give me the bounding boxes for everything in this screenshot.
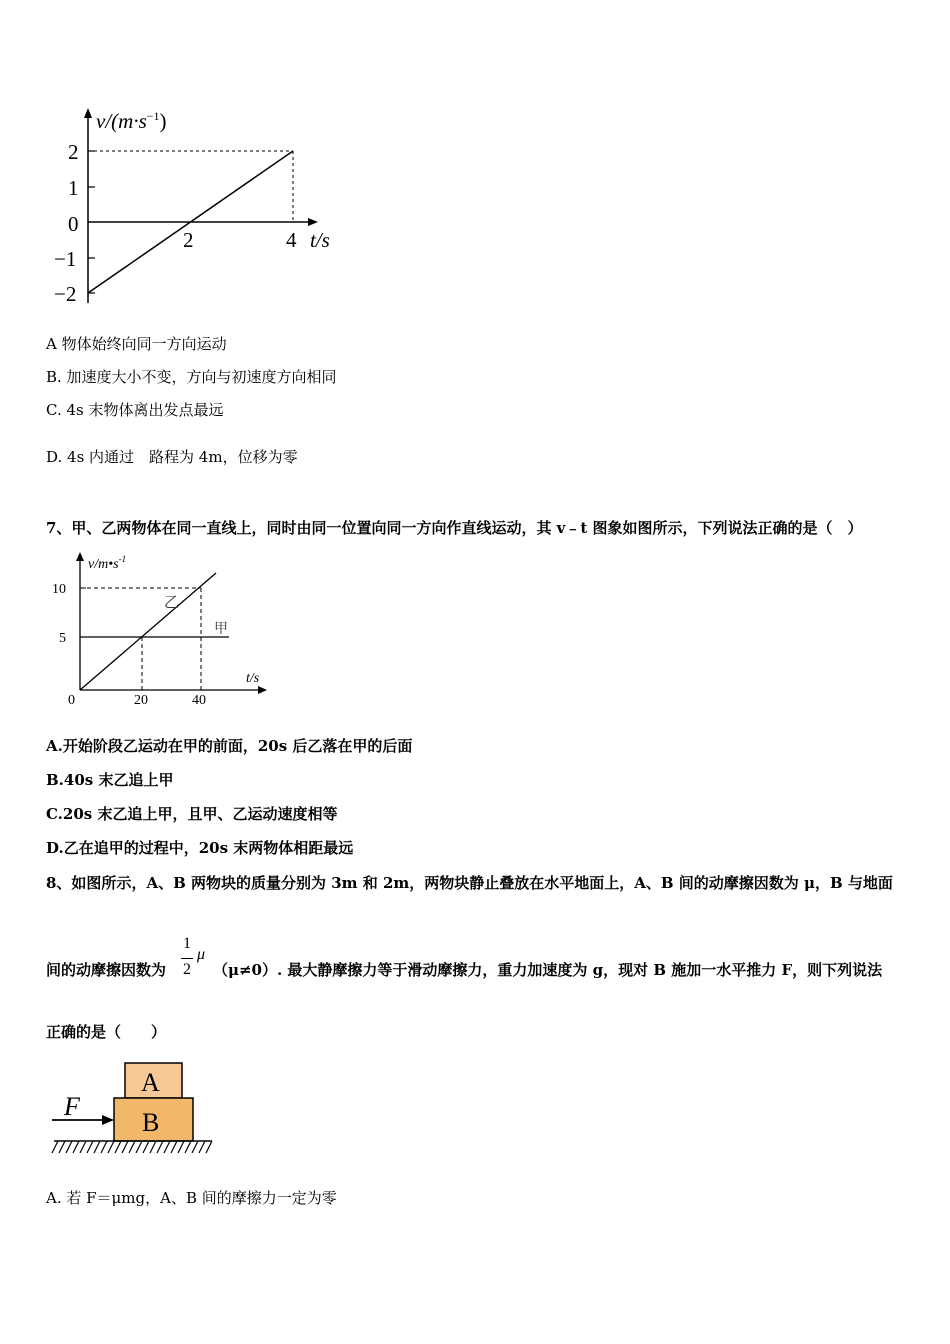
q8-stem-line1: 8、如图所示，A、B 两物块的质量分别为 3m 和 2m，两物块静止叠放在水平地面上，A、B 间的动摩擦因数为 μ，B 与地面 (46, 874, 893, 892)
graph2-label-yi: 乙 (164, 595, 180, 611)
graph1-ylabel: $v/(m\cdot s^{-1})$ (96, 109, 167, 133)
graph2-x-arrow (258, 686, 267, 694)
q8-option-a: A. 若 F＝μmg，A、B 间的摩擦力一定为零 (46, 1189, 337, 1207)
q6-option-a: A 物体始终向同一方向运动 (46, 335, 227, 353)
q8-fraction-numerator: 1 (183, 935, 191, 952)
graph2-xlabel: t/s (246, 671, 260, 686)
graph1-xtick-label-2: 2 (183, 228, 194, 252)
graph2-xtick-label-20: 20 (134, 693, 148, 708)
graph1-xtick-label-4: 4 (286, 228, 297, 252)
graph2-label-jia: 甲 (214, 622, 228, 637)
graph2-xtick-label-0: 0 (68, 693, 75, 708)
graph1-ytick-label-1: 1 (68, 176, 79, 200)
graph2-line-yi (80, 573, 216, 690)
graph1-vt-chart (40, 100, 350, 315)
graph2-y-arrow (76, 552, 84, 561)
q8-fraction-bar (181, 958, 193, 959)
graph2-ytick-label-5: 5 (59, 631, 66, 646)
graph2-xtick-label-40: 40 (192, 693, 206, 708)
graph2-vt-chart (44, 550, 284, 710)
q8-fraction-denominator: 2 (183, 961, 191, 978)
force-arrow-head (102, 1115, 114, 1125)
q8-stem-line2-post: （μ≠0）. 最大静摩擦力等于滑动摩擦力，重力加速度为 g，现对 B 施加一水平推力 F，则下列说法 (213, 961, 883, 979)
graph1-ytick-label-m2: −2 (54, 282, 77, 306)
block-a-label: A (141, 1068, 160, 1097)
graph1-x-arrow (308, 218, 318, 226)
graph1-ytick-label-2: 2 (68, 140, 79, 164)
q8-fraction-mu: μ (197, 946, 206, 963)
q6-option-b: B. 加速度大小不变，方向与初速度方向相同 (46, 368, 337, 386)
q6-option-c: C. 4s 末物体离出发点最远 (46, 401, 224, 419)
q7-stem: 7、甲、乙两物体在同一直线上，同时由同一位置向同一方向作直线运动，其 v﹣t 图象如图所示，下列说法正确的是（ ） (46, 519, 863, 537)
graph2-ylabel: $v/m•s^{-1}$ (88, 554, 127, 572)
q7-option-b: B.40s 末乙追上甲 (46, 771, 174, 789)
q7-option-a: A.开始阶段乙运动在甲的前面，20s 后乙落在甲的后面 (46, 737, 413, 755)
q8-stem-line3: 正确的是（ ） (46, 1023, 167, 1041)
q8-blocks-diagram (48, 1060, 218, 1160)
q8-stem-line2-pre: 间的动摩擦因数为 (46, 961, 167, 979)
block-b-label: B (142, 1108, 160, 1137)
graph1-xlabel: t/s (310, 228, 330, 252)
graph2-ytick-label-10: 10 (52, 582, 66, 597)
force-label: F (64, 1092, 80, 1121)
q7-option-d: D.乙在追甲的过程中，20s 末两物体相距最远 (46, 839, 354, 857)
graph1-ytick-label-m1: −1 (54, 247, 77, 271)
q6-option-d: D. 4s 内通过 路程为 4m，位移为零 (46, 448, 298, 466)
graph1-ytick-label-0: 0 (68, 212, 79, 236)
q7-option-c: C.20s 末乙追上甲，且甲、乙运动速度相等 (46, 805, 338, 823)
graph1-y-arrow (84, 108, 92, 118)
ground-hatching (52, 1141, 212, 1153)
